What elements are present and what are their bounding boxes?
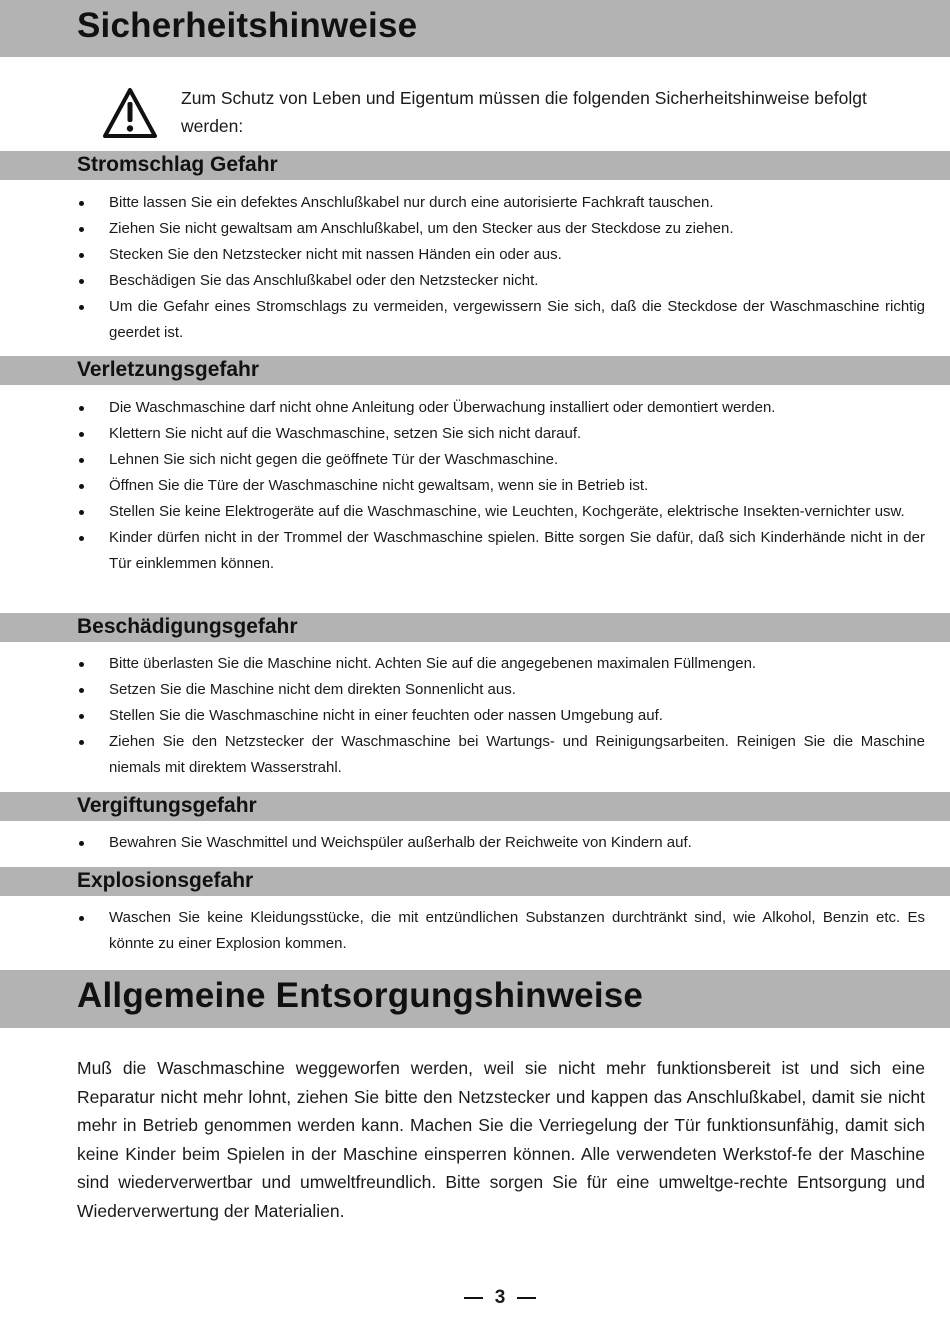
list-item: Die Waschmaschine darf nicht ohne Anleitung oder Überwachung installiert oder demontiert werden.	[77, 395, 925, 421]
section-heading: Stromschlag Gefahr	[77, 153, 278, 176]
bullet-list-vergiftung	[77, 830, 925, 856]
list-item: Öffnen Sie die Türe der Waschmaschine nicht gewaltsam, wenn sie in Betrieb ist.	[77, 473, 925, 499]
disposal-band	[0, 970, 950, 1028]
list-item: Waschen Sie keine Kleidungsstücke, die mit entzündlichen Substanzen durchtränkt sind, wie Alkohol, Benzin etc. Es könnte zu einer Explosion kommen.	[77, 905, 925, 957]
intro-text: Zum Schutz von Leben und Eigentum müssen die folgenden Sicherheitshinweise befolgt werden:	[181, 88, 867, 136]
dash-left	[464, 1297, 483, 1299]
bullet-list-beschaedigung	[77, 651, 925, 781]
page-number	[0, 1287, 950, 1309]
list-item: Bitte überlasten Sie die Maschine nicht. Achten Sie auf die angegebenen maximalen Füllmengen.	[77, 651, 925, 677]
title-band	[0, 0, 950, 57]
section-heading: Vergiftungsgefahr	[77, 794, 257, 817]
bullet-list-stromschlag	[77, 190, 925, 346]
list-item: Lehnen Sie sich nicht gegen die geöffnete Tür der Waschmaschine.	[77, 447, 925, 473]
list-item: Stecken Sie den Netzstecker nicht mit nassen Händen ein oder aus.	[77, 242, 925, 268]
section-band-explosion	[0, 867, 950, 896]
warning-triangle-icon	[102, 86, 158, 140]
bullet-list-verletzung	[77, 395, 925, 577]
section-band-verletzung	[0, 356, 950, 385]
section-band-vergiftung	[0, 792, 950, 821]
page-title: Sicherheitshinweise	[77, 6, 418, 45]
dash-right	[517, 1297, 536, 1299]
disposal-paragraph: Muß die Waschmaschine weggeworfen werden, weil sie nicht mehr funktionsbereit ist und sich eine Reparatur nicht mehr lohnt, ziehen Sie bitte den Netzstecker und kappen das Anschlußkabel, damit sie nicht mehr in Betrieb genommen werden kann. Machen Sie die Verriegelung der Tür funktionsunfähig, damit sich keine Kinder beim Spielen in der Maschine einsperren können. Alle verwendeten Werkstof-fe der Maschine sind wiederverwertbar und umweltfreundlich. Bitte sorgen Sie für eine umweltge-rechte Entsorgung und Wiederverwertung der Materialien.	[77, 1058, 925, 1221]
list-item: Um die Gefahr eines Stromschlags zu vermeiden, vergewissern Sie sich, daß die Steckdose der Waschmaschine richtig geerdet ist.	[77, 294, 925, 346]
list-item: Stellen Sie die Waschmaschine nicht in einer feuchten oder nassen Umgebung auf.	[77, 703, 925, 729]
section-band-beschaedigung	[0, 613, 950, 642]
list-item: Setzen Sie die Maschine nicht dem direkten Sonnenlicht aus.	[77, 677, 925, 703]
bullet-list-explosion	[77, 905, 925, 957]
list-item: Bitte lassen Sie ein defektes Anschlußkabel nur durch eine autorisierte Fachkraft tauschen.	[77, 190, 925, 216]
list-item: Ziehen Sie den Netzstecker der Waschmaschine bei Wartungs- und Reinigungsarbeiten. Reinigen Sie die Maschine niemals mit direktem Wasserstrahl.	[77, 729, 925, 781]
list-item: Beschädigen Sie das Anschlußkabel oder den Netzstecker nicht.	[77, 268, 925, 294]
section-heading: Verletzungsgefahr	[77, 358, 260, 381]
list-item: Kinder dürfen nicht in der Trommel der Waschmaschine spielen. Bitte sorgen Sie dafür, daß sich Kinderhände nicht in der Tür einklemmen können.	[77, 525, 925, 577]
list-item: Bewahren Sie Waschmittel und Weichspüler außerhalb der Reichweite von Kindern auf.	[77, 830, 925, 856]
list-item: Ziehen Sie nicht gewaltsam am Anschlußkabel, um den Stecker aus der Steckdose zu ziehen.	[77, 216, 925, 242]
section-band-stromschlag	[0, 151, 950, 180]
page-number-value: 3	[494, 1287, 506, 1308]
section-heading: Explosionsgefahr	[77, 869, 254, 892]
list-item: Klettern Sie nicht auf die Waschmaschine, setzen Sie sich nicht darauf.	[77, 421, 925, 447]
section-heading: Beschädigungsgefahr	[77, 615, 298, 638]
list-item: Stellen Sie keine Elektrogeräte auf die Waschmaschine, wie Leuchten, Kochgeräte, elektrische Insekten-vernichter usw.	[77, 499, 925, 525]
disposal-title: Allgemeine Entsorgungshinweise	[77, 976, 644, 1015]
